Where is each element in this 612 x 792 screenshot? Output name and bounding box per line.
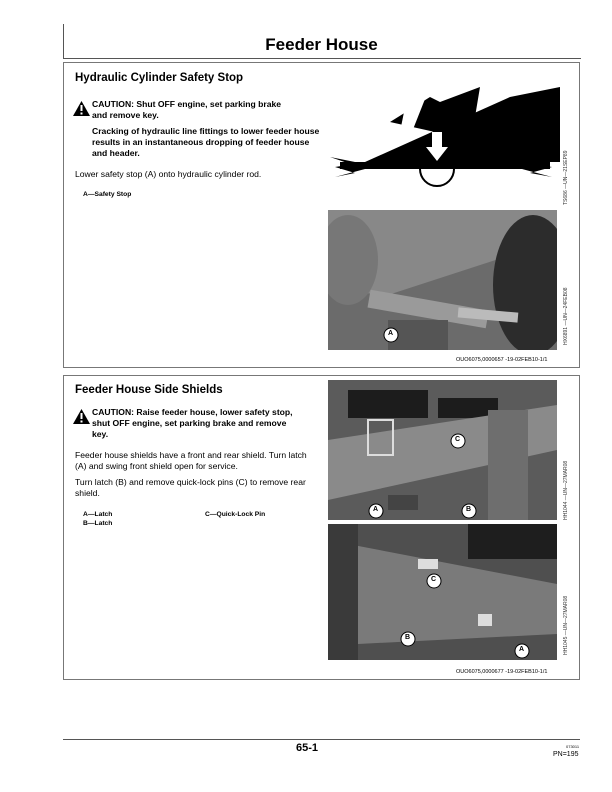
warning-icon — [73, 101, 90, 116]
section1-instruction: Lower safety stop (A) onto hydraulic cylinder rod. — [75, 169, 262, 179]
figure1-id: TS686 —UN—21SEP89 — [563, 150, 569, 205]
safety-symbol-figure — [330, 77, 560, 199]
section2-paragraph1: Feeder house shields have a front and rear shield. Turn latch (A) and swing front shield open for service. — [75, 450, 307, 471]
section1-reference: OUO6075,0000657 -19-02FEB10-1/1 — [456, 357, 548, 363]
section2-caution: CAUTION: Raise feeder house, lower safety stop, shut OFF engine, set parking brake and remove key. — [92, 407, 293, 439]
side-shields-photo-2 — [328, 524, 557, 660]
callout-a: A — [388, 330, 394, 337]
section2-paragraph2: Turn latch (B) and remove quick-lock pins (C) to remove rear shield. — [75, 477, 306, 498]
callout-c: C — [455, 436, 461, 443]
page-title: Feeder House — [265, 35, 378, 54]
legend-quick-lock-pin: C—Quick-Lock Pin — [205, 511, 266, 518]
section2-title: Feeder House Side Shields — [75, 384, 223, 396]
callout-b: B — [466, 506, 472, 513]
footer-rule — [63, 739, 580, 740]
hydraulic-cylinder-photo — [328, 210, 557, 350]
callout-a: A — [373, 506, 379, 513]
callout-a: A — [519, 646, 525, 653]
figure3-id: HH1044 —UN—27MAR08 — [563, 460, 569, 520]
section2-reference: OUO6075,0000677 -19-02FEB10-1/1 — [456, 669, 548, 675]
section1-title: Hydraulic Cylinder Safety Stop — [75, 72, 244, 84]
footer-code: 073011 — [566, 744, 580, 749]
legend-latch-a: A—Latch — [83, 511, 113, 518]
section1-caution: CAUTION: Shut OFF engine, set parking brake and remove key. — [92, 99, 282, 120]
legend-latch-b: B—Latch — [83, 520, 113, 527]
callout-b: B — [405, 634, 411, 641]
callout-c: C — [431, 576, 437, 583]
section1-legend: A—Safety Stop — [83, 191, 132, 198]
figure4-id: HH1045 —UN—27MAR08 — [563, 595, 569, 655]
warning-icon — [73, 409, 90, 424]
footer-pn: PN=195 — [553, 751, 579, 758]
side-shields-photo-1 — [328, 380, 557, 520]
figure2-id: HX6891 —UN—24FEB08 — [563, 287, 569, 345]
section1-caution-detail: Cracking of hydraulic line fittings to lower feeder house results in an instantaneous dropping of feeder house and header. — [92, 126, 320, 158]
page-number: 65-1 — [296, 742, 319, 754]
